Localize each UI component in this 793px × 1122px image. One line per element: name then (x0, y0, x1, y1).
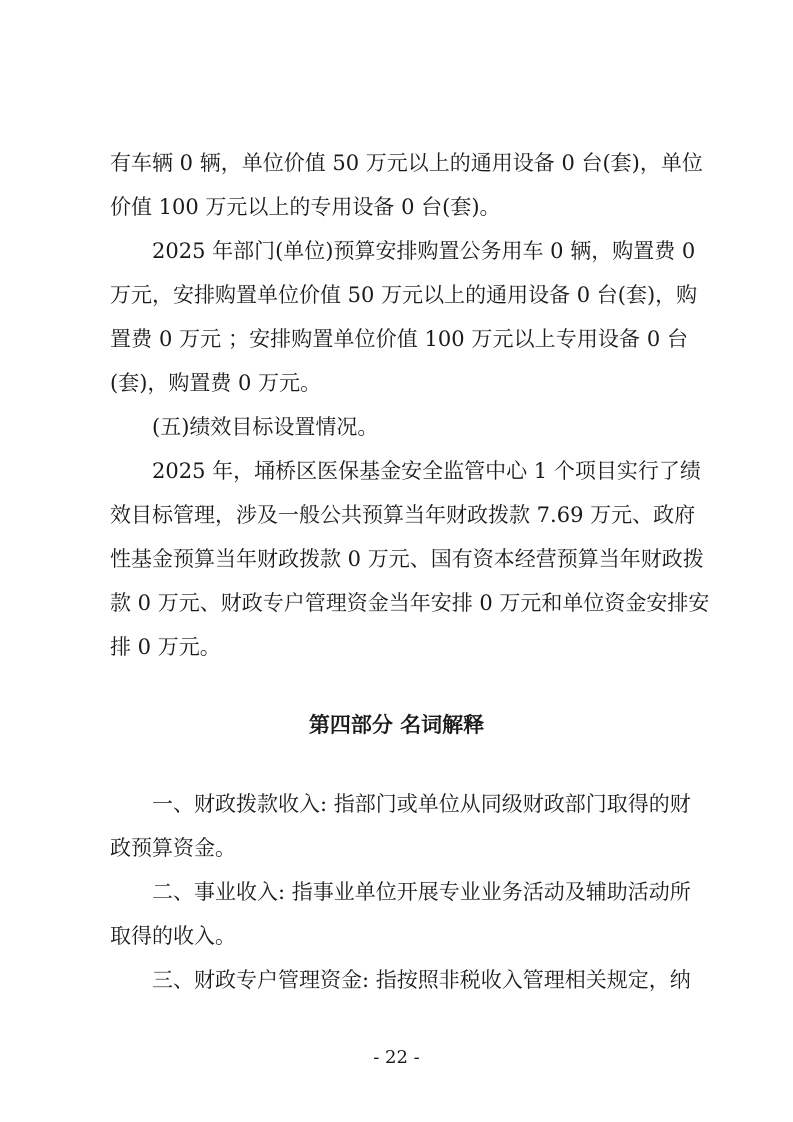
definition-line: 一、财政拨款收入: 指部门或单位从同级财政部门取得的财 (152, 792, 691, 816)
definition-line: 政预算资金。 (110, 836, 236, 860)
body-line: (套)，购置费 0 万元。 (110, 371, 322, 395)
body-line: 价值 100 万元以上的专用设备 0 台(套)。 (110, 195, 501, 219)
definition-line: 取得的收入。 (110, 924, 236, 948)
subsection-title: (五)绩效目标设置情况。 (152, 415, 379, 439)
body-line: 置费 0 万元 ；安排购置单位价值 100 万元以上专用设备 0 台 (110, 327, 688, 351)
definition-line: 二、事业收入: 指事业单位开展专业业务活动及辅助活动所 (152, 880, 691, 904)
body-line: 2025 年部门(单位)预算安排购置公务用车 0 辆，购置费 0 (152, 239, 696, 263)
body-line: 有车辆 0 辆，单位价值 50 万元以上的通用设备 0 台(套)，单位 (110, 151, 703, 175)
body-line: 性基金预算当年财政拨款 0 万元、国有资本经营预算当年财政拨 (110, 547, 704, 571)
body-line: 万元，安排购置单位价值 50 万元以上的通用设备 0 台(套)，购 (110, 283, 698, 307)
body-line: 排 0 万元。 (110, 635, 221, 659)
page-number: - 22 - (373, 1047, 420, 1068)
body-line: 效目标管理，涉及一般公共预算当年财政拨款 7.69 万元、政府 (110, 503, 696, 527)
body-line: 款 0 万元、财政专户管理资金当年安排 0 万元和单位资金安排安 (110, 591, 710, 615)
body-line: 2025 年，埇桥区医保基金安全监管中心 1 个项目实行了绩 (152, 459, 701, 483)
definition-line: 三、财政专户管理资金: 指按照非税收入管理相关规定，纳 (152, 968, 691, 992)
section-heading: 第四部分 名词解释 (308, 713, 485, 737)
